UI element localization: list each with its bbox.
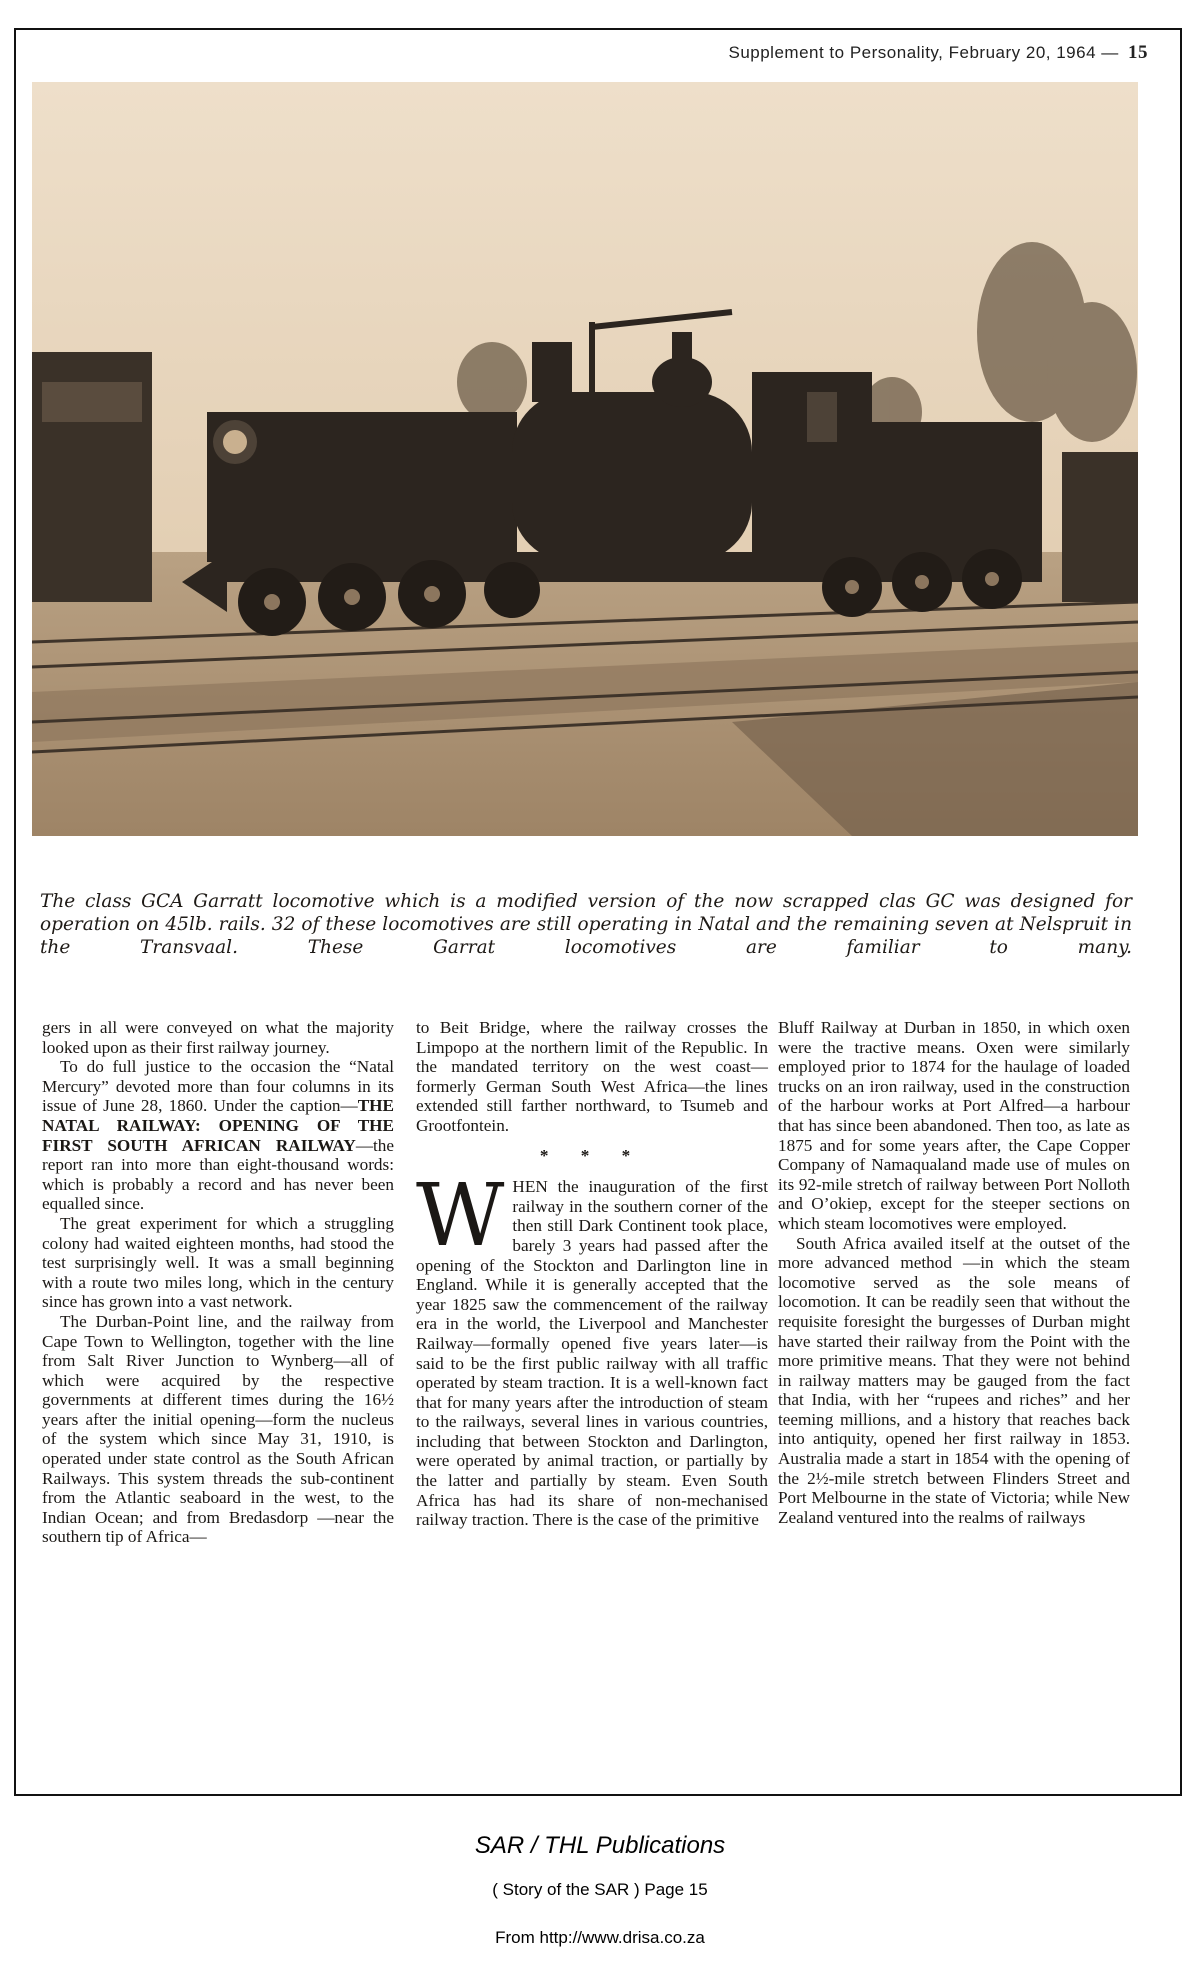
paragraph-text: To do full justice to the occasion the “Natal Mercury” devoted more than four columns in its issue of June 28, 1860. Under the caption—	[42, 1057, 394, 1116]
photo-caption: The class GCA Garratt locomotive which is a modified version of the now scrapped clas GC was designed for operation on 45lb. rails. 32 of these locomotives are still operating in Natal and the remaining seven at Nelspruit in the Transvaal. These Garrat locomotives are familiar to many.	[40, 891, 1132, 958]
paragraph: gers in all were conveyed on what the majority looked upon as their first railway journey.	[42, 1018, 394, 1057]
page-number: 15	[1128, 42, 1148, 63]
paragraph	[416, 1166, 768, 1530]
text-column-3	[778, 1018, 1130, 1527]
running-header	[728, 42, 1148, 64]
paragraph: to Beit Bridge, where the railway crosses the Limpopo at the northern limit of the Republic. In the mandated territory on the west coast—formerly German South West Africa—the lines extended still farther northward, to Tsumeb and Grootfontein.	[416, 1018, 768, 1135]
paragraph: The great experiment for which a struggling colony had waited eighteen months, had stood the test surprisingly well. It was a small beginning with a route two miles long, which in the century since has grown into a vast network.	[42, 1213, 394, 1312]
text-column-1	[42, 1018, 394, 1547]
paragraph-text: HEN the inauguration of the first railway in the southern corner of the then still Dark Continent took place, barely 3 years had passed after the opening of the Stockton and Darlington line in England. While it is generally accepted that the year 1825 saw the commencement of the railway era in the world, the Liverpool and Manchester Railway—formally opened five years later—is said to be the first public railway with all traffic operated by steam traction. It is a well-known fact that for many years after the introduction of steam to the railways, several lines in various countries, including that between Stockton and Darlington, were operated by animal traction, or partially by the latter and partially by steam. Even South Africa has had its share of non-mechanised railway traction. There is the case of the primitive	[416, 1177, 768, 1530]
drop-cap: W	[416, 1166, 505, 1267]
paragraph	[42, 1057, 394, 1214]
paragraph-text: —the report ran into more than eight-thousand words: which is probably a record and has never been equalled since.	[42, 1135, 394, 1214]
section-break: * * *	[539, 1145, 645, 1165]
footer-title: SAR / THL Publications	[474, 1832, 726, 1859]
steam-locomotive-photo	[32, 82, 1138, 836]
footer-subtitle: ( Story of the SAR ) Page 15	[492, 1880, 708, 1899]
paragraph: South Africa availed itself at the outset of the more advanced method —in which the steam locomotive served as the sole means of locomotion. It can be readily seen that without the requisite foresight the burgesses of Durban might have started their railway from the Point with the more primitive means. That they were not behind in railway matters may be gauged from the fact that India, with her “rupees and riches” and her teeming millions, and a history that reaches back into antiquity, opened her first railway in 1853. Australia made a start in 1854 with the opening of the 2½-mile stretch between Flinders Street and Port Melbourne in the state of Victoria; while New Zealand ventured into the realms of railways	[778, 1233, 1130, 1527]
header-text: Supplement to Personality, February 20, 1964 —	[728, 43, 1119, 62]
paragraph: The Durban-Point line, and the railway from Cape Town to Wellington, together with the line from Salt River Junction to Wynberg—all of which were acquired by the respective governments at different times during the 16½ years after the initial opening—form the nucleus of the system which since May 31, 1910, is operated under state control as the South African Railways. This system threads the sub-continent from the Atlantic seaboard in the west, to the Indian Ocean; and from Bredasdorp —near the southern tip of Africa—	[42, 1311, 394, 1547]
paragraph: Bluff Railway at Durban in 1850, in which oxen were the tractive means. Oxen were similarly employed prior to 1874 for the haulage of loaded trucks on an iron railway, used in the construction of the harbour works at Port Alfred—a harbour that has since been abandoned. Then too, as late as 1875 and for some years after, the Cape Copper Company of Namaqualand made use of mules on its 92-mile stretch of railway between Port Nolloth and O’okiep, except for the steeper sections on which steam locomotives were employed.	[778, 1018, 1130, 1233]
headline-caption: THE NATAL RAILWAY: OPENING OF THE FIRST SOUTH AFRICAN RAILWAY	[42, 1096, 394, 1155]
text-column-2	[416, 1018, 768, 1530]
footer-source: From http://www.drisa.co.za	[495, 1928, 705, 1947]
